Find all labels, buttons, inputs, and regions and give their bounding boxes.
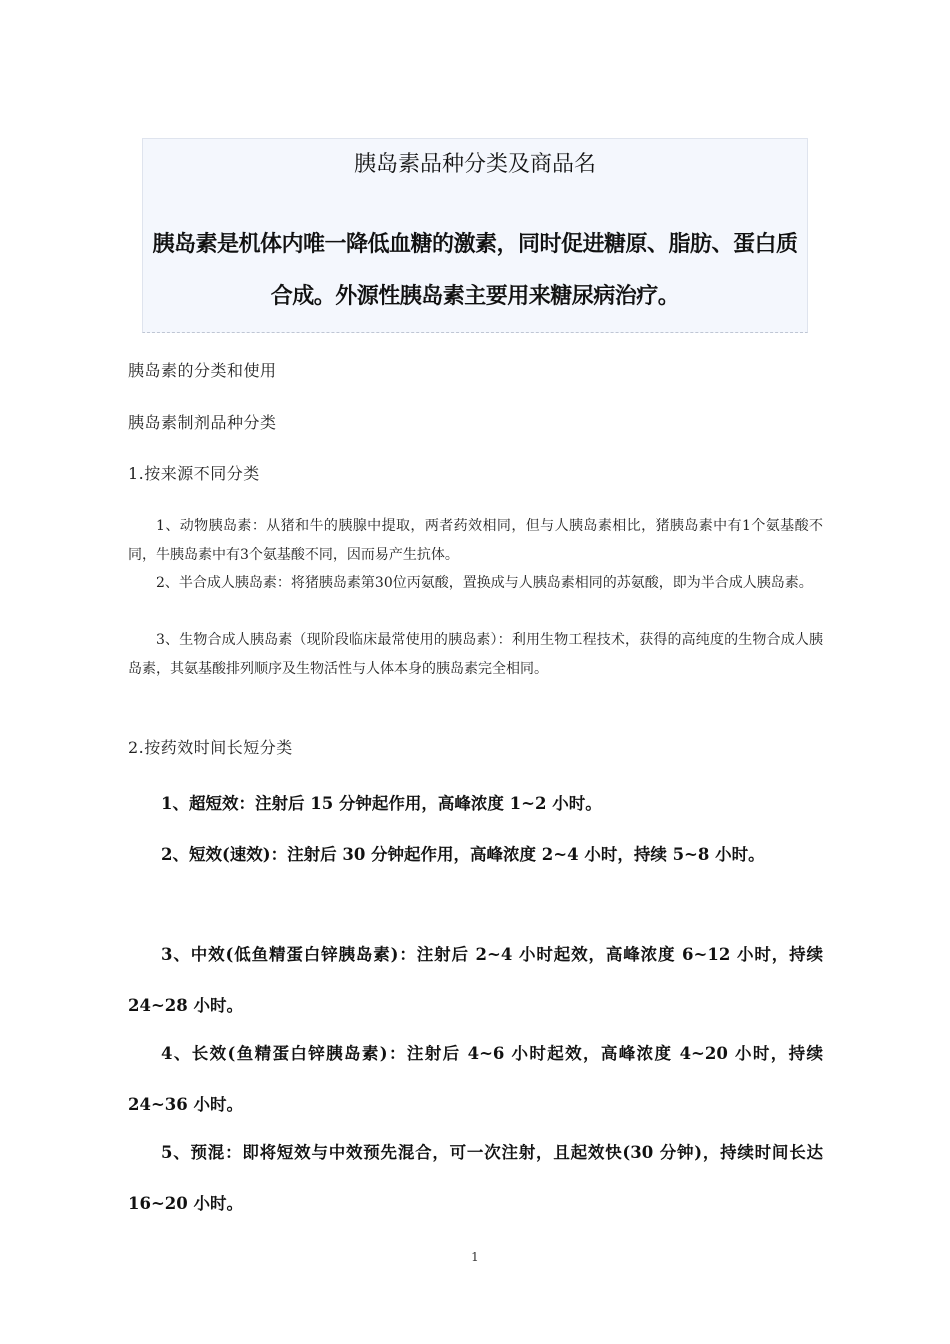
source-item-2: 2、半合成人胰岛素：将猪胰岛素第30位丙氨酸，置换成与人胰岛素相同的苏氨酸，即为半合成人胰岛素。 — [156, 575, 813, 591]
intro-text: 胰岛素是机体内唯一降低血糖的激素，同时促进糖原、脂肪、蛋白质合成。外源性胰岛素主要用来糖尿病治疗。 — [152, 232, 798, 309]
duration-item-5: 5、预混：即将短效与中效预先混合，可一次注射，且起效快(30 分钟)，持续时间长达 16~20 小时。 — [128, 1143, 823, 1213]
page-number: 1 — [471, 1250, 479, 1264]
title-box — [142, 138, 808, 333]
section-heading-use: 胰岛素的分类和使用 — [128, 361, 277, 380]
duration-item-3: 3、中效(低鱼精蛋白锌胰岛素)：注射后 2~4 小时起效，高峰浓度 6~12 小时，持续 24~28 小时。 — [128, 945, 823, 1015]
source-item-3: 3、生物合成人胰岛素（现阶段临床最常使用的胰岛素）：利用生物工程技术，获得的高纯度的生物合成人胰岛素，其氨基酸排列顺序及生物活性与人体本身的胰岛素完全相同。 — [128, 632, 823, 677]
by-duration-heading: 2.按药效时间长短分类 — [128, 738, 293, 757]
duration-item-2: 2、短效(速效)：注射后 30 分钟起作用，高峰浓度 2~4 小时，持续 5~8 小时。 — [161, 845, 765, 864]
page-title: 胰岛素品种分类及商品名 — [353, 152, 596, 177]
source-item-1: 1、动物胰岛素：从猪和牛的胰腺中提取，两者药效相同，但与人胰岛素相比，猪胰岛素中有1个氨基酸不同，牛胰岛素中有3个氨基酸不同，因而易产生抗体。 — [128, 518, 823, 563]
duration-item-4: 4、长效(鱼精蛋白锌胰岛素)：注射后 4~6 小时起效，高峰浓度 4~20 小时，持续 24~36 小时。 — [128, 1044, 823, 1114]
by-source-heading: 1.按来源不同分类 — [128, 464, 260, 483]
duration-item-1: 1、超短效：注射后 15 分钟起作用，高峰浓度 1~2 小时。 — [161, 794, 602, 813]
section-heading-prep: 胰岛素制剂品种分类 — [128, 413, 277, 432]
